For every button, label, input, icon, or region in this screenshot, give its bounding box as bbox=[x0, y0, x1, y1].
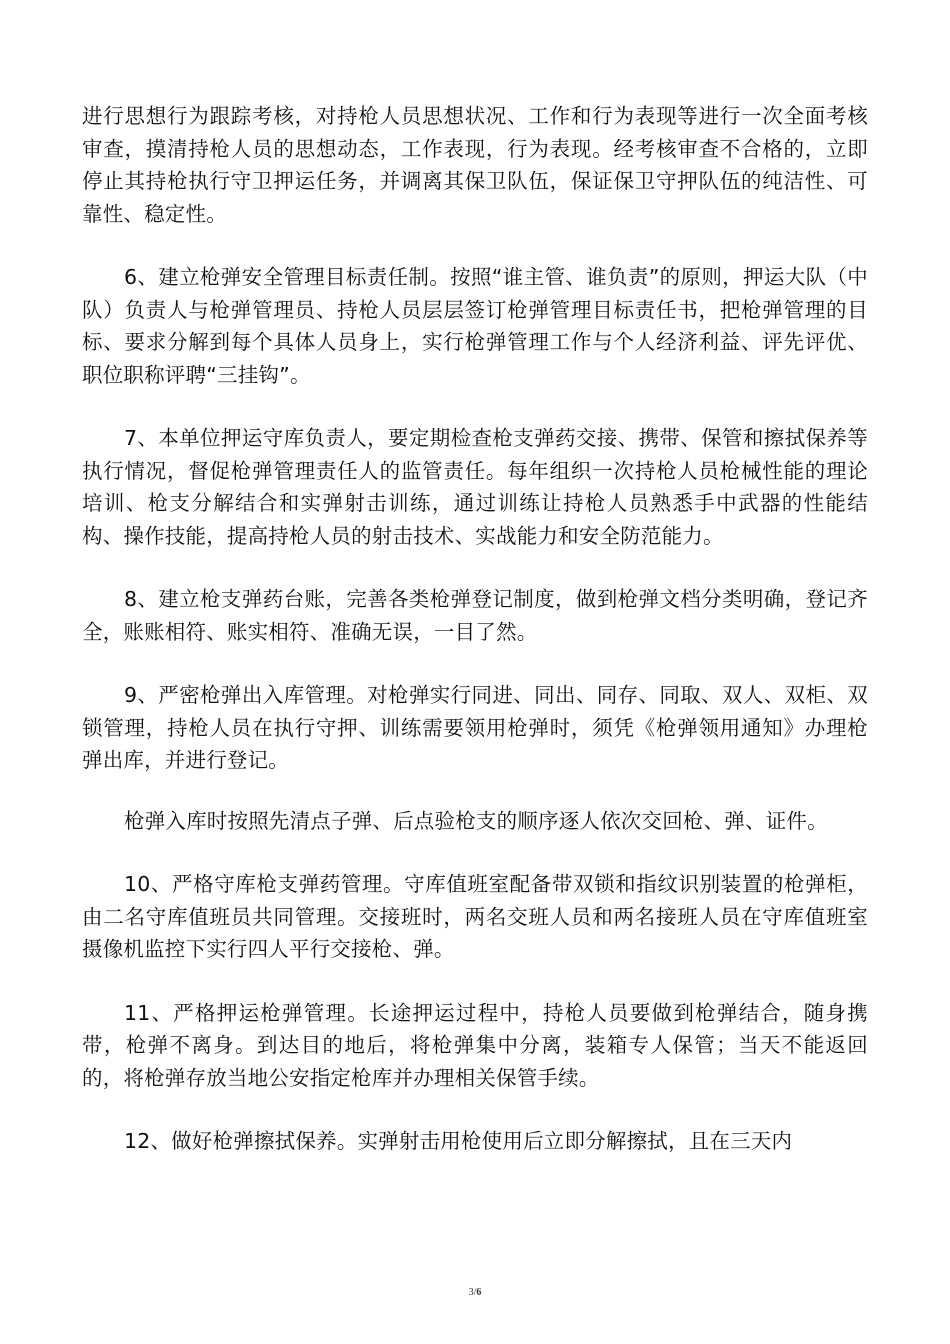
document-body bbox=[82, 100, 868, 1158]
paragraph-item-12: 12、做好枪弹擦拭保养。实弹射击用枪使用后立即分解擦拭，且在三天内 bbox=[124, 1129, 793, 1153]
paragraph-item-6: 6、建立枪弹安全管理目标责任制。按照“谁主管、谁负责”的原则，押运大队（中队）负责人与枪弹管理员、持枪人员层层签订枪弹管理目标责任书，把枪弹管理的目标、要求分解到每个具体人员身上，实行枪弹管理工作与个人经济利益、评先评优、职位职称评聘“三挂钩”。 bbox=[82, 265, 868, 387]
paragraph-item-7: 7、本单位押运守库负责人，要定期检查枪支弹药交接、携带、保管和擦拭保养等执行情况，督促枪弹管理责任人的监管责任。每年组织一次持枪人员枪械性能的理论培训、枪支分解结合和实弹射击训练，通过训练让持枪人员熟悉手中武器的性能结构、操作技能，提高持枪人员的射击技术、实战能力和安全防范能力。 bbox=[82, 426, 868, 548]
page-number-total: 6 bbox=[476, 1287, 482, 1298]
page-number bbox=[0, 1287, 950, 1298]
paragraph-item-9-continued: 枪弹入库时按照先清点子弹、后点验枪支的顺序逐人依次交回枪、弹、证件。 bbox=[124, 808, 828, 833]
paragraph-item-8: 8、建立枪支弹药台账，完善各类枪弹登记制度，做到枪弹文档分类明确，登记齐全，账账相符、账实相符、准确无误，一目了然。 bbox=[82, 587, 868, 644]
paragraph-item-9: 9、严密枪弹出入库管理。对枪弹实行同进、同出、同存、同取、双人、双柜、双锁管理，持枪人员在执行守押、训练需要领用枪弹时，须凭《枪弹领用通知》办理枪弹出库，并进行登记。 bbox=[82, 683, 868, 772]
paragraph-continuation: 进行思想行为跟踪考核，对持枪人员思想状况、工作和行为表现等进行一次全面考核审查，摸清持枪人员的思想动态，工作表现，行为表现。经考核审查不合格的，立即停止其持枪执行守卫押运任务，并调离其保卫队伍，保证保卫守押队伍的纯洁性、可靠性、稳定性。 bbox=[82, 104, 868, 226]
page-number-current: 3/ bbox=[468, 1287, 477, 1298]
paragraph-item-10: 10、严格守库枪支弹药管理。守库值班室配备带双锁和指纹识别装置的枪弹柜，由二名守库值班员共同管理。交接班时，两名交班人员和两名接班人员在守库值班室摄像机监控下实行四人平行交接枪、弹。 bbox=[82, 872, 868, 961]
paragraph-item-11: 11、严格押运枪弹管理。长途押运过程中，持枪人员要做到枪弹结合，随身携带，枪弹不离身。到达目的地后，将枪弹集中分离，装箱专人保管；当天不能返回的，将枪弹存放当地公安指定枪库并办理相关保管手续。 bbox=[82, 1000, 868, 1090]
